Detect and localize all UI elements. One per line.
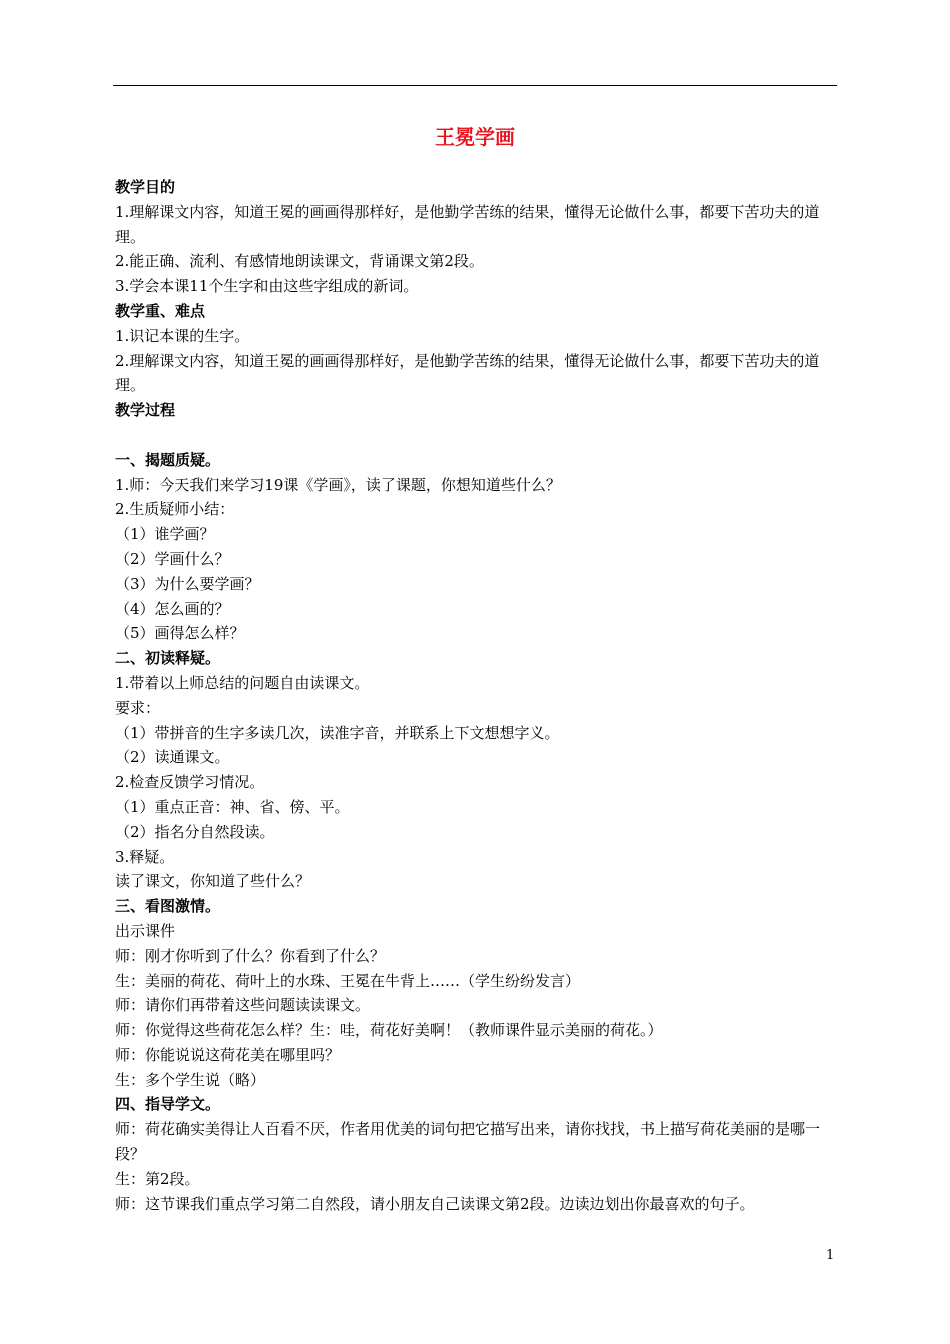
question-item: （2）学画什么？ bbox=[115, 549, 230, 568]
text-line: 1.带着以上师总结的问题自由读课文。 bbox=[115, 673, 370, 692]
spacer bbox=[115, 423, 839, 448]
text-line: 师：这节课我们重点学习第二自然段，请小朋友自己读课文第2段。边读边划出你最喜欢的句子。 bbox=[115, 1194, 755, 1213]
text-line: 师：你能说说这荷花美在哪里吗？ bbox=[115, 1045, 341, 1064]
text-line: 师：你觉得这些荷花怎么样？生：哇，荷花好美啊！（教师课件显示美丽的荷花。） bbox=[115, 1021, 663, 1040]
text-line: 3.释疑。 bbox=[115, 847, 175, 866]
text-line: 师：荷花确实美得让人百看不厌，作者用优美的词句把它描写出来，请你找找，书上描写荷花美丽的是哪一段？ bbox=[115, 1120, 821, 1164]
part-heading: 四、指导学文。 bbox=[115, 1095, 221, 1114]
text-line: （2）指名分自然段读。 bbox=[115, 822, 275, 841]
text-line: 生：美丽的荷花、荷叶上的水珠、王冕在牛背上……（学生纷纷发言） bbox=[115, 971, 581, 990]
document-body bbox=[115, 175, 839, 1216]
part-heading: 三、看图激情。 bbox=[115, 897, 221, 916]
text-line: （1）重点正音：神、省、傍、平。 bbox=[115, 797, 350, 816]
goal-item: 3.学会本课11个生字和由这些字组成的新词。 bbox=[115, 277, 419, 296]
goal-item: 1.理解课文内容，知道王冕的画画得那样好，是他勤学苦练的结果，懂得无论做什么事，都要下苦功夫的道理。 bbox=[115, 202, 820, 246]
text-line: 师：请你们再带着这些问题读读课文。 bbox=[115, 996, 371, 1015]
text-line: 2.检查反馈学习情况。 bbox=[115, 773, 265, 792]
key-point-item: 1.识记本课的生字。 bbox=[115, 326, 250, 345]
text-line: 1.师：今天我们来学习19课《学画》，读了课题，你想知道些什么？ bbox=[115, 475, 561, 494]
process-heading: 教学过程 bbox=[115, 401, 176, 420]
question-item: （4）怎么画的？ bbox=[115, 599, 230, 618]
goals-heading: 教学目的 bbox=[115, 178, 176, 196]
part-heading: 一、揭题质疑。 bbox=[115, 450, 221, 469]
text-line: 生：第2段。 bbox=[115, 1169, 200, 1188]
text-line: （1）带拼音的生字多读几次，读准字音，并联系上下文想想字义。 bbox=[115, 723, 560, 742]
text-line: 要求： bbox=[115, 698, 161, 717]
goal-item: 2.能正确、流利、有感情地朗读课文，背诵课文第2段。 bbox=[115, 252, 484, 271]
text-line: 出示课件 bbox=[115, 921, 176, 940]
key-points-heading: 教学重、难点 bbox=[115, 301, 206, 320]
header-rule bbox=[113, 85, 837, 86]
text-line: 生：多个学生说（略） bbox=[115, 1070, 266, 1089]
document-title: 王冕学画 bbox=[435, 125, 515, 149]
text-line: （2）读通课文。 bbox=[115, 748, 230, 767]
text-line: 2.生质疑师小结： bbox=[115, 500, 235, 519]
question-item: （1）谁学画？ bbox=[115, 525, 215, 544]
question-item: （5）画得怎么样？ bbox=[115, 624, 245, 643]
question-item: （3）为什么要学画？ bbox=[115, 574, 260, 593]
key-point-item: 2.理解课文内容，知道王冕的画画得那样好，是他勤学苦练的结果，懂得无论做什么事，都要下苦功夫的道理。 bbox=[115, 351, 820, 395]
text-line: 师：刚才你听到了什么？你看到了什么？ bbox=[115, 946, 386, 965]
part-heading: 二、初读释疑。 bbox=[115, 649, 221, 668]
text-line: 读了课文，你知道了些什么？ bbox=[115, 872, 311, 891]
page-number: 1 bbox=[826, 1248, 835, 1263]
